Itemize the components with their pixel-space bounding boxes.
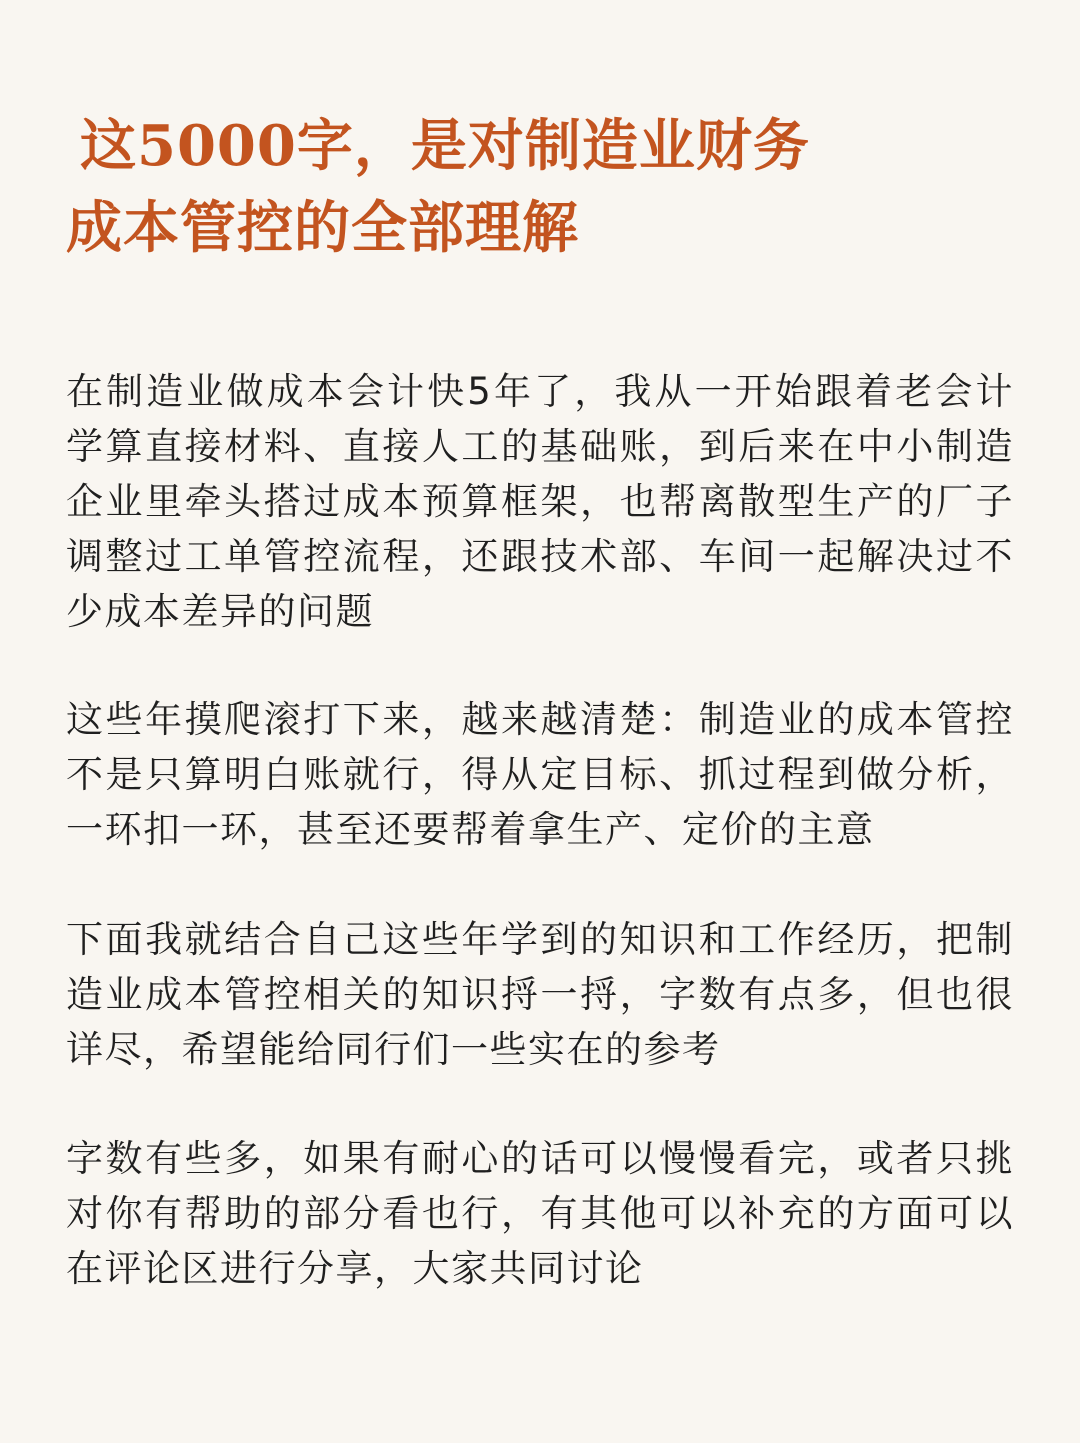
paragraph-purpose: 下面我就结合自己这些年学到的知识和工作经历，把制造业成本管控相关的知识捋一捋，字数有点多，但也很详尽，希望能给同行们一些实在的参考: [66, 918, 1014, 1071]
article-title: [66, 105, 1006, 269]
paragraph-intro: 在制造业做成本会计快5年了，我从一开始跟着老会计学算直接材料、直接人工的基础账，到后来在中小制造企业里牵头搭过成本预算框架，也帮离散型生产的厂子调整过工单管控流程，还跟技术部、车间一起解决过不少成本差异的问题: [66, 370, 1014, 633]
title-line-2: 成本管控的全部理解: [66, 195, 579, 261]
title-line-1: 这5000字，是对制造业财务: [80, 113, 810, 179]
paragraph-reading-tip: 字数有些多，如果有耐心的话可以慢慢看完，或者只挑对你有帮助的部分看也行，有其他可以补充的方面可以在评论区进行分享，大家共同讨论: [66, 1137, 1014, 1290]
paragraph-insight: 这些年摸爬滚打下来，越来越清楚：制造业的成本管控不是只算明白账就行，得从定目标、抓过程到做分析，一环扣一环，甚至还要帮着拿生产、定价的主意: [66, 698, 1014, 851]
